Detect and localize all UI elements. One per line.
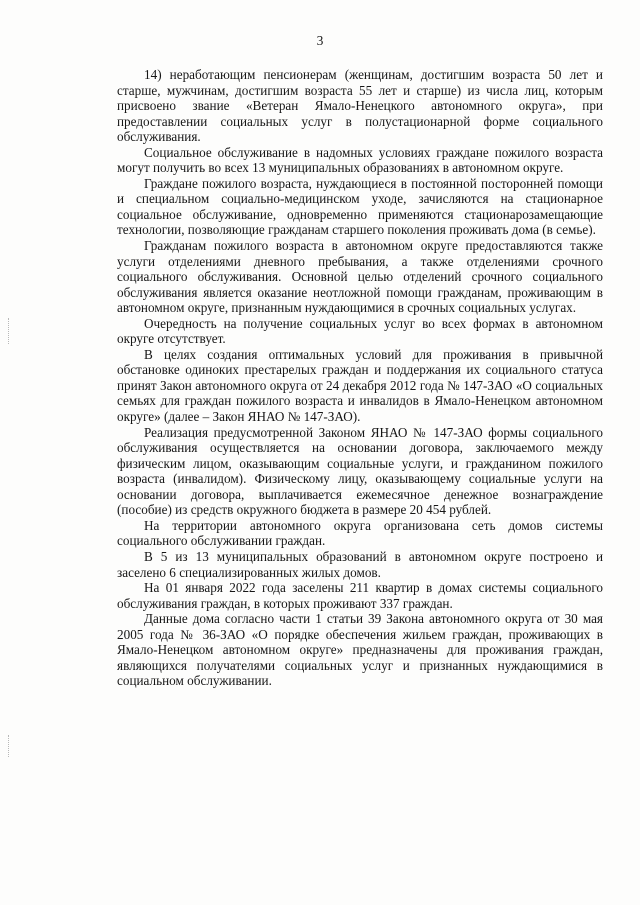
- paragraph-stationary-service: Граждане пожилого возраста, нуждающиеся в постоянной посторонней помощи и специальном социально-медицинском уходе, зачисляются на стационарное социальное обслуживание, одновременно применяются стационарозамещающие технологии, позволяющие гражданам старшего поколения проживать дома (в семье).: [117, 175, 603, 238]
- scan-margin-mark: [8, 318, 10, 344]
- paragraph-apartments: На 01 января 2022 года заселены 211 квартир в домах системы социального обслуживания граждан, в которых проживают 337 граждан.: [117, 580, 603, 611]
- page-number: 3: [316, 33, 324, 48]
- paragraph-item-14-pensioners: 14) неработающим пенсионерам (женщинам, достигшим возраста 50 лет и старше, мужчинам, достигшим возраста 55 лет и старше) из числа лиц, которым присвоено звание «Ветеран Ямало-Ненецкого автономного округа», при предоставлении социальных услуг в полустационарной форме социального обслуживания.: [117, 67, 603, 145]
- paragraph-law-implementation: Реализация предусмотренной Законом ЯНАО № 147-ЗАО формы социального обслуживания осуществляется на основании договора, заключаемого между физическим лицом, оказывающим социальные услуги, и гражданином пожилого возраста (инвалидом). Физическому лицу, оказывающему социальные услуги на основании договора, выплачивается ежемесячное денежное вознаграждение (пособие) из средств окружного бюджета в размере 20 454 рублей.: [117, 424, 603, 518]
- scan-margin-mark: [8, 735, 10, 757]
- paragraph-law-147: В целях создания оптимальных условий для проживания в привычной обстановке одиноких престарелых граждан и поддержания их социального статуса принят Закон автономного округа от 24 декабря 2012 года № 147-ЗАО «О социальных семьях для граждан пожилого возраста и инвалидов в Ямало-Ненецком автономном округе» (далее – Закон ЯНАО № 147-ЗАО).: [117, 346, 603, 425]
- paragraph-houses-network: На территории автономного округа организована сеть домов системы социального обслуживании граждан.: [117, 517, 603, 549]
- paragraph-home-service: Социальное обслуживание в надомных условиях граждане пожилого возраста могут получить во всех 13 муниципальных образованиях в автономном округе.: [117, 144, 603, 176]
- document-body: [117, 67, 603, 689]
- paragraph-queue: Очередность на получение социальных услуг во всех формах в автономном округе отсутствует.: [117, 315, 603, 347]
- paragraph-day-departments: Гражданам пожилого возраста в автономном округе предоставляются также услуги отделениями дневного пребывания, а также отделениями срочного социального обслуживания. Основной целью отделений срочного социального обслуживания является оказание неотложной помощи гражданам, проживающим в автономном округе, признанным нуждающимися в срочных социальных услугах.: [117, 238, 603, 316]
- paragraph-municipalities: В 5 из 13 муниципальных образований в автономном округе построено и заселено 6 специализированных жилых домов.: [117, 548, 603, 580]
- paragraph-law-36: Данные дома согласно части 1 статьи 39 Закона автономного округа от 30 мая 2005 года № 36-ЗАО «О порядке обеспечения жильем граждан, проживающих в Ямало-Ненецком автономном округе» предназначены для проживания граждан, являющихся получателями социальных услуг и признанных нуждающимися в социальном обслуживании.: [117, 611, 603, 689]
